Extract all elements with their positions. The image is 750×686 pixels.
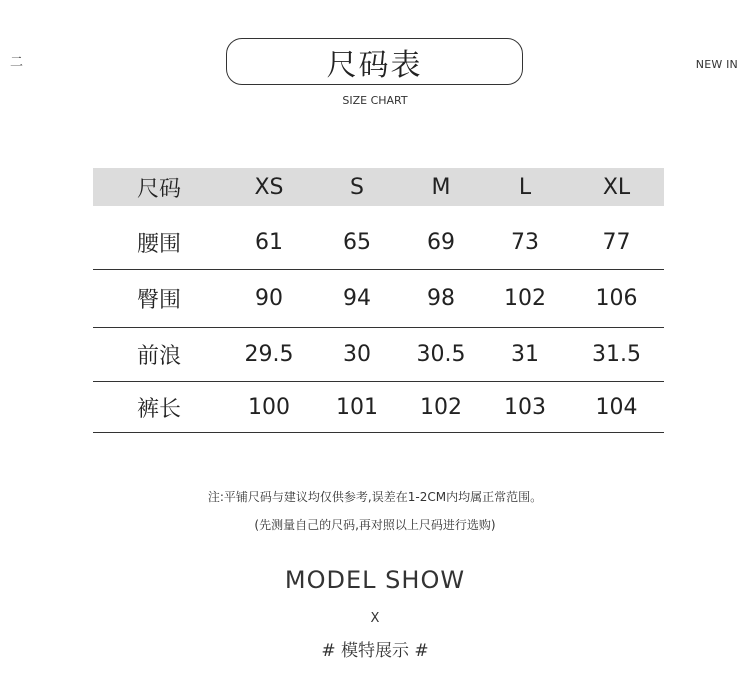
table-cell: 31 (481, 328, 569, 382)
model-show-title: MODEL SHOW (284, 566, 466, 594)
header-size-l: L (481, 168, 569, 206)
table-cell: 69 (401, 216, 481, 270)
table-row (93, 382, 664, 433)
header-size-label: 尺码 (93, 168, 225, 206)
table-cell: 100 (225, 382, 313, 433)
measurement-tip: (先测量自己的尺码,再对照以上尺码进行选购) (254, 518, 496, 532)
table-cell: 73 (481, 216, 569, 270)
table-cell: 98 (401, 270, 481, 328)
table-cell: 102 (481, 270, 569, 328)
model-show-subtitle: # 模特展示 # (321, 641, 429, 661)
table-cell: 104 (569, 382, 664, 433)
row-label: 腰围 (93, 216, 225, 270)
new-in-label: NEW IN (695, 58, 738, 71)
size-chart-subtitle: SIZE CHART (342, 94, 408, 107)
table-cell: 31.5 (569, 328, 664, 382)
table-cell: 30 (313, 328, 401, 382)
table-cell: 90 (225, 270, 313, 328)
header-size-xs: XS (225, 168, 313, 206)
table-cell: 61 (225, 216, 313, 270)
header-size-m: M (401, 168, 481, 206)
table-cell: 77 (569, 216, 664, 270)
table-cell: 101 (313, 382, 401, 433)
table-cell: 102 (401, 382, 481, 433)
table-cell: 65 (313, 216, 401, 270)
row-label: 前浪 (93, 328, 225, 382)
menu-mark: 二 (10, 55, 24, 70)
table-row (93, 328, 664, 382)
table-cell: 94 (313, 270, 401, 328)
table-row (93, 216, 664, 270)
header-size-s: S (313, 168, 401, 206)
model-show-separator: X (370, 611, 380, 626)
size-chart-title-text: 尺码表 (326, 47, 423, 83)
table-cell: 103 (481, 382, 569, 433)
row-label: 臀围 (93, 270, 225, 328)
table-header-row (93, 168, 664, 206)
table-row (93, 270, 664, 328)
row-label: 裤长 (93, 382, 225, 433)
table-cell: 106 (569, 270, 664, 328)
table-cell: 29.5 (225, 328, 313, 382)
measurement-note: 注:平铺尺码与建议均仅供参考,误差在1-2CM内均属正常范围。 (207, 490, 543, 504)
header-size-xl: XL (569, 168, 664, 206)
table-cell: 30.5 (401, 328, 481, 382)
size-table (93, 168, 664, 433)
size-chart-title (226, 38, 523, 85)
